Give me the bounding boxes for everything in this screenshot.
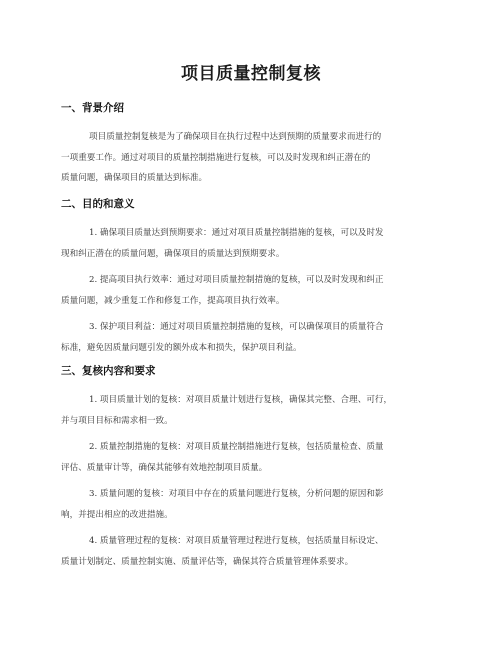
section-purpose [61, 197, 441, 364]
paragraph-line: 并与项目目标和需求相一致。 [61, 415, 173, 426]
paragraph [61, 317, 441, 358]
paragraph-line: 一项重要工作。通过对项目的质量控制措施进行复核，可以及时发现和纠正潜在的 [61, 152, 371, 163]
paragraph-line: 标准，避免因质量问题引发的额外成本和损失，保护项目利益。 [61, 342, 302, 353]
paragraph [61, 531, 441, 572]
paragraph [61, 484, 441, 525]
document-title: 项目质量控制复核 [181, 64, 321, 84]
paragraph [61, 223, 441, 264]
paragraph-line: 4. 质量管理过程的复核：对项目质量管理过程进行复核，包括质量目标设定、 [89, 536, 384, 546]
paragraph-line: 2. 质量控制措施的复核：对项目质量控制措施进行复核，包括质量检查、质量 [89, 442, 384, 452]
section-heading: 三、复核内容和要求 [61, 365, 156, 377]
paragraph-line: 1. 项目质量计划的复核：对项目质量计划进行复核，确保其完整、合理、可行， [89, 395, 393, 405]
paragraph-line: 响，并提出相应的改进措施。 [61, 509, 173, 520]
paragraph [61, 127, 441, 189]
paragraph [61, 390, 441, 431]
paragraph-line: 3. 保护项目利益：通过对项目质量控制措施的复核，可以确保项目的质量符合 [89, 322, 384, 332]
paragraph-line: 质量问题，减少重复工作和修复工作，提高项目执行效率。 [61, 295, 285, 306]
paragraph-line: 质量计划制定、质量控制实施、质量评估等，确保其符合质量管理体系要求。 [61, 556, 354, 567]
paragraph-line: 项目质量控制复核是为了确保项目在执行过程中达到预期的质量要求而进行的 [89, 132, 382, 142]
paragraph [61, 270, 441, 311]
paragraph-line: 现和纠正潜在的质量问题，确保项目的质量达到预期要求。 [61, 248, 285, 259]
paragraph [61, 437, 441, 478]
section-review-content [61, 364, 441, 578]
paragraph-line: 1. 确保项目质量达到预期要求：通过对项目质量控制措施的复核，可以及时发 [89, 228, 384, 238]
paragraph-line: 3. 质量问题的复核：对项目中存在的质量问题进行复核，分析问题的原因和影 [89, 489, 384, 499]
section-heading: 二、目的和意义 [61, 198, 135, 210]
paragraph-line: 评估、质量审计等，确保其能够有效地控制项目质量。 [61, 462, 268, 473]
section-heading: 一、背景介绍 [61, 102, 124, 114]
paragraph-line: 2. 提高项目执行效率：通过对项目质量控制措施的复核，可以及时发现和纠正 [89, 275, 384, 285]
paragraph-line: 质量问题，确保项目的质量达到标准。 [61, 173, 208, 183]
section-background [61, 101, 441, 195]
